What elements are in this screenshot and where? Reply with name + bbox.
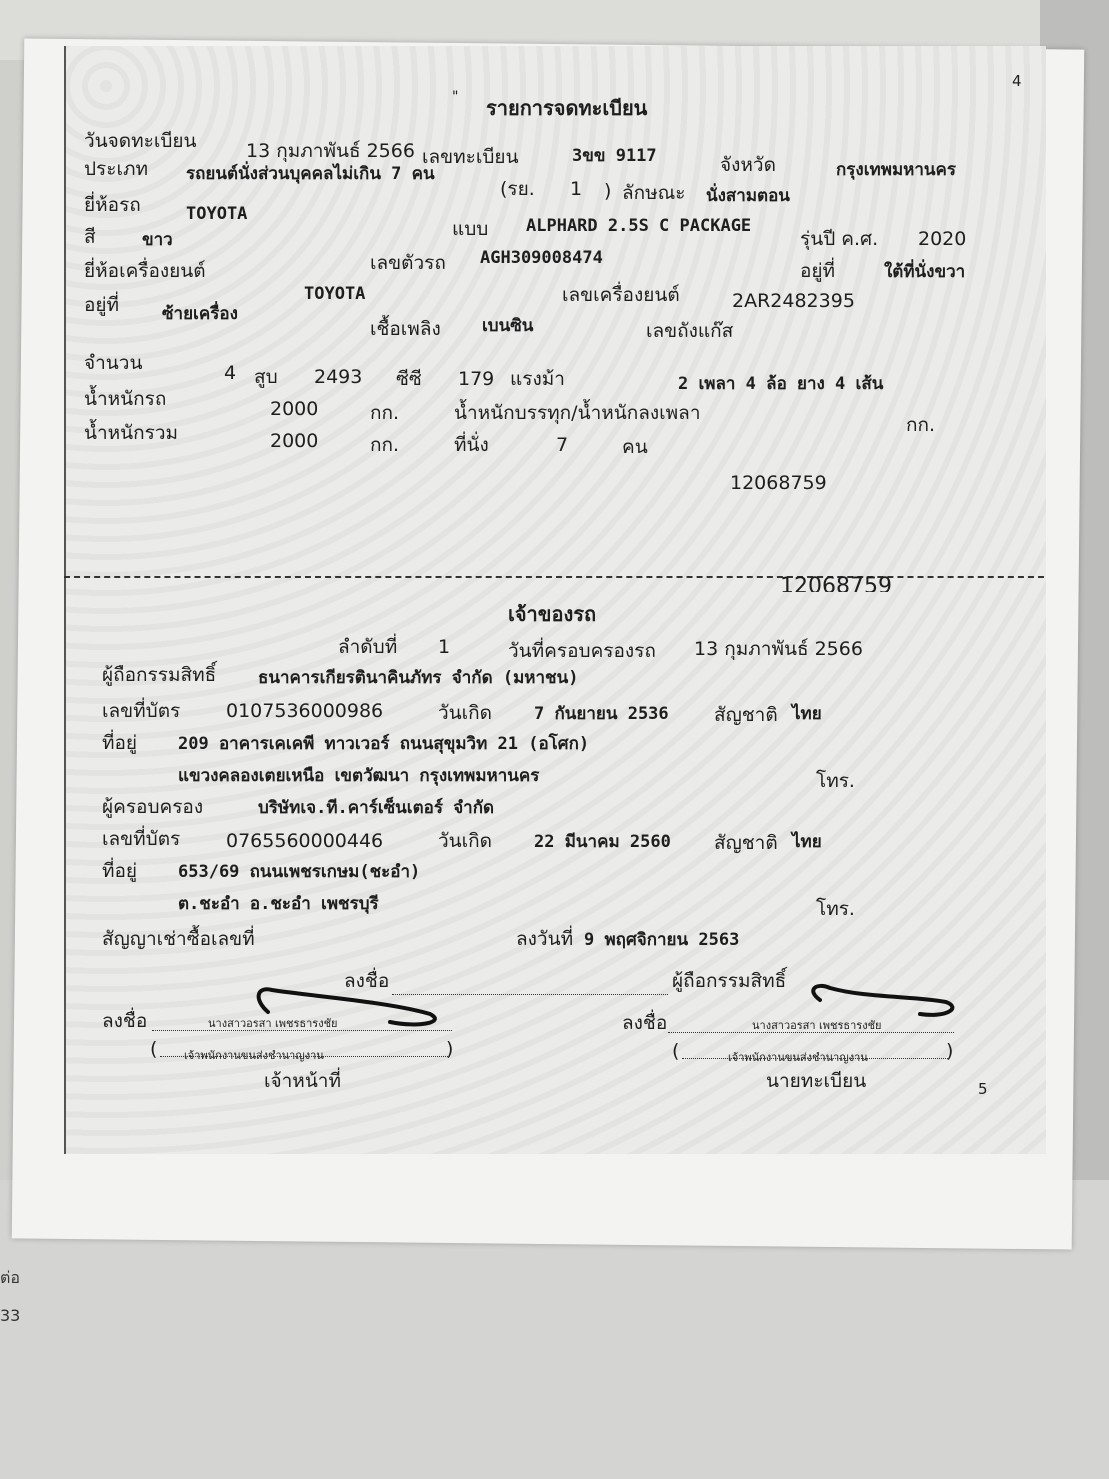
model-label: แบบ — [452, 218, 489, 240]
model: ALPHARD 2.5S C PACKAGE — [526, 216, 752, 236]
edge-text-1: ต่อ — [0, 1268, 20, 1287]
holder-birth-label: วันเกิด — [438, 702, 492, 724]
signed-date: 9 พฤศจิกายน 2563 — [584, 930, 740, 950]
possessor-birth: 22 มีนาคม 2560 — [534, 832, 671, 852]
officer-sign-label: ลงชื่อ — [102, 1010, 148, 1032]
possess-date: 13 กุมภาพันธ์ 2566 — [694, 638, 863, 660]
ry-value: 1 — [570, 178, 583, 200]
cc-unit: ซีซี — [396, 368, 422, 390]
possessor-address-label: ที่อยู่ — [102, 860, 138, 882]
seats-label: ที่นั่ง — [454, 434, 489, 456]
reg-date-label: วันจดทะเบียน — [84, 130, 197, 152]
engine-cc: 2493 — [314, 366, 363, 388]
registrar-open-paren: ( — [672, 1040, 680, 1062]
document-number: 12068759 — [730, 472, 827, 494]
holder-nationality-label: สัญชาติ — [714, 704, 778, 726]
plate: 3ขข 9117 — [572, 146, 657, 166]
holder-tel-label: โทร. — [816, 770, 855, 792]
year-label: รุ่นปี ค.ศ. — [800, 228, 879, 250]
vehicle-style: นั่งสามตอน — [706, 186, 790, 206]
vehicle-color: ขาว — [142, 230, 173, 250]
holder-address-label: ที่อยู่ — [102, 732, 138, 754]
gross-weight: 2000 — [270, 430, 319, 452]
cylinder-unit: สูบ — [254, 366, 278, 388]
ry-close: ) — [604, 180, 612, 202]
engine-number: 2AR2482395 — [732, 290, 855, 312]
count-label: จำนวน — [84, 352, 143, 374]
edge-text-2: 33 — [0, 1306, 21, 1325]
load-unit: กก. — [906, 414, 936, 436]
registration-title: รายการจดทะเบียน — [486, 96, 648, 120]
reg-date: 13 กุมภาพันธ์ 2566 — [246, 140, 415, 162]
possessor-address-1: 653/69 ถนนเพชรเกษม(ชะอำ) — [178, 862, 421, 882]
color-label: สี — [84, 226, 96, 248]
engine-brand-label: ยี่ห้อเครื่องยนต์ — [84, 260, 206, 282]
document-number-cut: 12068759 — [780, 576, 892, 592]
cylinders: 4 — [224, 362, 237, 384]
registrar-signature-icon — [796, 978, 966, 1024]
weight-label: น้ำหนักรถ — [84, 388, 167, 410]
possessor-birth-label: วันเกิด — [438, 830, 492, 852]
officer-name: นางสาวอรสา เพชรธารงชัย — [208, 1017, 338, 1030]
holder-address-1: 209 อาคารเคเคพี ทาวเวอร์ ถนนสุขุมวิท 21 (อโศก) — [178, 734, 590, 754]
officer-signature-icon — [250, 982, 450, 1032]
holder-id-label: เลขที่บัตร — [102, 700, 181, 722]
fuel-label: เชื้อเพลิง — [370, 318, 441, 340]
province-label: จังหวัด — [720, 154, 776, 176]
top-mark: " — [452, 89, 459, 105]
holder-label: ผู้ถือกรรมสิทธิ์ — [102, 664, 217, 686]
possessor-nationality-label: สัญชาติ — [714, 832, 778, 854]
holder-name: ธนาคารเกียรตินาคินภัทร จำกัด (มหาชน) — [258, 668, 579, 688]
section-separator — [64, 576, 1044, 578]
officer-close-paren: ) — [446, 1038, 454, 1060]
engine-location: ซ้ายเครื่อง — [162, 304, 238, 324]
page-number-top: 4 — [1012, 72, 1022, 90]
ry-label: (รย. — [500, 178, 535, 200]
engine-number-label: เลขเครื่องยนต์ — [562, 284, 680, 306]
registrar-close-paren: ) — [946, 1040, 954, 1062]
registrar-position: เจ้าพนักงานขนส่งชำนาญงาน — [728, 1051, 868, 1064]
year: 2020 — [918, 228, 967, 250]
style-label: ลักษณะ — [622, 182, 686, 204]
order-label: ลำดับที่ — [338, 636, 398, 658]
possessor-id-label: เลขที่บัตร — [102, 828, 181, 850]
gas-tank-label: เลขถังแก๊ส — [646, 320, 734, 342]
seats-unit: คน — [622, 436, 648, 458]
vehicle-type: รถยนต์นั่งส่วนบุคคลไม่เกิน 7 คน — [186, 164, 435, 184]
weight-unit: กก. — [370, 402, 400, 424]
province: กรุงเทพมหานคร — [836, 160, 957, 180]
possessor-nationality: ไทย — [792, 832, 822, 852]
registrar-sign-line — [668, 1032, 954, 1033]
horsepower: 179 — [458, 368, 495, 390]
vehicle-weight: 2000 — [270, 398, 319, 420]
possessor-tel-label: โทร. — [816, 898, 855, 920]
gross-weight-unit: กก. — [370, 434, 400, 456]
owner-title: เจ้าของรถ — [508, 602, 597, 626]
holder-id: 0107536000986 — [226, 700, 384, 722]
gross-weight-label: น้ำหนักรวม — [84, 422, 179, 444]
seats: 7 — [556, 434, 569, 456]
officer-role: เจ้าหน้าที่ — [264, 1070, 342, 1092]
possessor-name: บริษัทเจ.ที.คาร์เซ็นเตอร์ จำกัด — [258, 798, 495, 818]
order: 1 — [438, 636, 451, 658]
engine-location-label: อยู่ที่ — [84, 294, 120, 316]
brand-label: ยี่ห้อรถ — [84, 194, 141, 216]
possessor-label: ผู้ครอบครอง — [102, 796, 204, 818]
chassis-label: เลขตัวรถ — [370, 252, 446, 274]
possessor-address-2: ต.ชะอำ อ.ชะอำ เพชรบุรี — [178, 894, 379, 914]
holder-sign-suffix: ผู้ถือกรรมสิทธิ์ — [672, 970, 787, 992]
engine-brand: TOYOTA — [304, 284, 366, 304]
holder-sign-label: ลงชื่อ — [344, 970, 390, 992]
fuel: เบนซิน — [482, 316, 534, 336]
plate-label: เลขทะเบียน — [422, 146, 519, 168]
chassis-location-label: อยู่ที่ — [800, 260, 836, 282]
holder-address-2: แขวงคลองเตยเหนือ เขตวัฒนา กรุงเทพมหานคร — [178, 766, 540, 786]
signed-date-label: ลงวันที่ — [516, 928, 574, 950]
horsepower-unit: แรงม้า — [510, 368, 565, 390]
registrar-sign-label: ลงชื่อ — [622, 1012, 668, 1034]
lease-label: สัญญาเช่าซื้อเลขที่ — [102, 928, 255, 950]
possessor-id: 0765560000446 — [226, 830, 384, 852]
chassis-number: AGH309008474 — [480, 248, 603, 268]
type-label: ประเภท — [84, 158, 149, 180]
load-label: น้ำหนักบรรทุก/น้ำหนักลงเพลา — [454, 402, 701, 424]
possess-date-label: วันที่ครอบครองรถ — [508, 640, 656, 662]
holder-nationality: ไทย — [792, 704, 822, 724]
chassis-location: ใต้ที่นั่งขวา — [884, 262, 966, 282]
registrar-name: นางสาวอรสา เพชรธารงชัย — [752, 1019, 882, 1032]
page-number-bottom: 5 — [978, 1080, 988, 1098]
registrar-role: นายทะเบียน — [766, 1070, 867, 1092]
brand: TOYOTA — [186, 204, 248, 224]
officer-position: เจ้าพนักงานขนส่งชำนาญงาน — [184, 1049, 324, 1062]
officer-open-paren: ( — [150, 1038, 158, 1060]
axles-wheels-tires: 2 เพลา 4 ล้อ ยาง 4 เส้น — [678, 374, 884, 394]
holder-birth: 7 กันยายน 2536 — [534, 704, 669, 724]
